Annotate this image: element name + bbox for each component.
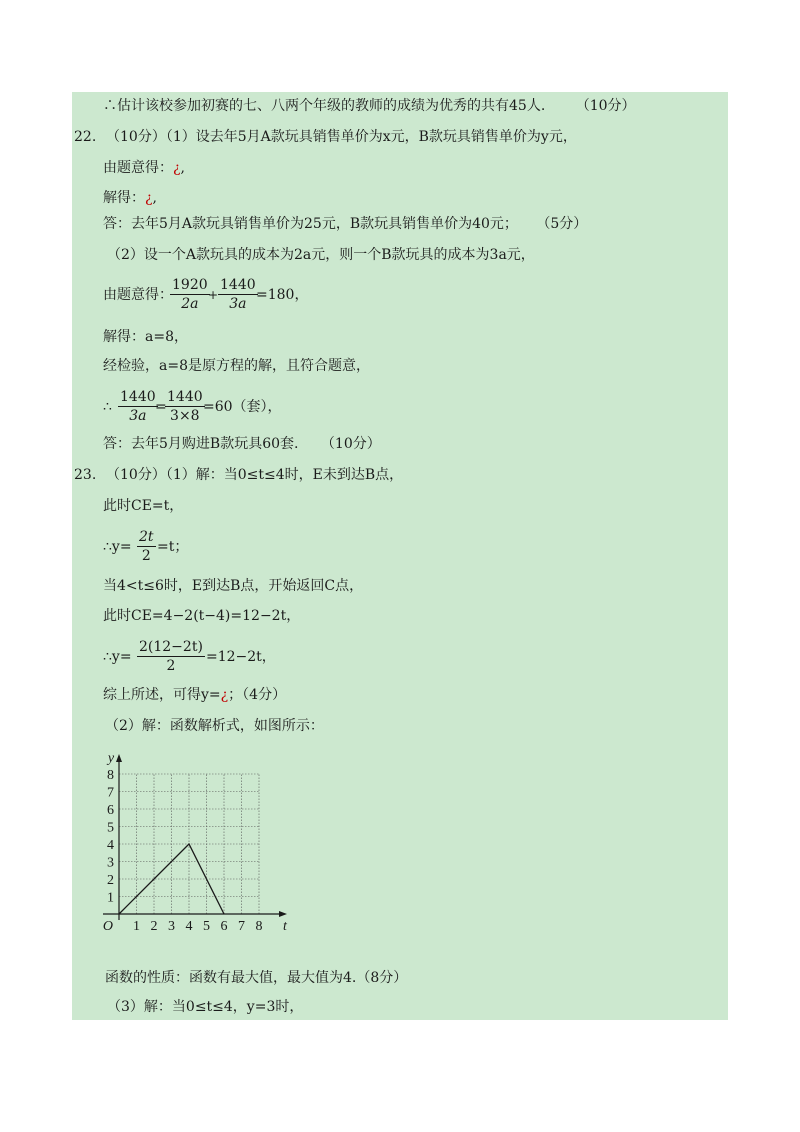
q22-answer-1 [103,214,587,234]
y-tick-label: 2 [107,873,114,888]
q23-y1-rhs: =t； [157,539,189,555]
chart-tick-labels [103,751,288,934]
x-tick-label: 7 [238,919,245,934]
q22-part-2: （2）设一个A款玩具的成本为2a元，则一个B款玩具的成本为3a元， [107,247,535,263]
x-tick-label: 5 [203,919,210,934]
q23-property: 函数的性质：函数有最大值，最大值为4.（8分） [105,970,408,986]
score-label: （10分） [575,98,636,114]
y-tick-label: 3 [107,855,114,871]
x-tick-label: 2 [150,919,158,934]
y-axis-label: y [107,751,115,766]
q22-answer-2 [103,434,381,454]
q22-eq-fraction-2 [218,276,258,313]
q23-part-3: （3）解：当0≤t≤4，y=3时， [107,999,304,1015]
y-tick-label: 5 [107,820,114,836]
x-tick-label: 6 [220,919,228,934]
q23-y1-fraction [137,528,156,565]
q23-summary-text: 综上所述，可得y= [103,687,221,703]
question-23-number: 23. [74,467,97,483]
x-axis-label: t [283,919,287,934]
q22-check: 经检验，a=8是原方程的解，且符合题意， [103,358,370,374]
q22-setup-symbol: ¿ [173,160,181,176]
q23-summary-symbol: ¿ [220,687,229,703]
y-tick-label: 8 [107,768,114,783]
fraction-denominator: 2 [166,658,176,674]
q22-eq-rhs: =180， [256,287,309,303]
q23-summary-score: ；（4分） [228,687,287,703]
fraction-numerator: 1440 [220,277,256,293]
fraction-denominator: 3×8 [170,408,200,424]
chart-axes [103,754,287,920]
q23-y2-fraction [137,638,205,675]
q22-eq-fraction-1 [170,276,210,313]
y-axis-arrow [116,754,122,762]
question-23-intro: （10分）（1）解：当0≤t≤4时，E未到达B点， [106,467,404,483]
q23-y2-rhs: =12−2t， [206,649,276,665]
question-22-intro: （10分）（1）设去年5月A款玩具销售单价为x元，B款玩具销售单价为y元， [106,129,577,145]
q23-part-2: （2）解：函数解析式，如图所示： [105,718,324,734]
conclusion-text: ∴估计该校参加初赛的七、八两个年级的教师的成绩为优秀的共有45人. [103,98,546,114]
q22-calc-fraction-2 [165,388,205,425]
conclusion-line [103,96,636,116]
fraction-denominator: 3a [229,296,247,312]
q22-setup-line: 由题意得：¿, [103,160,185,176]
q22-eq-plus: + [208,288,219,302]
q22-calc-fraction-1 [118,388,158,425]
y-tick-label: 6 [107,803,114,818]
fraction-numerator: 2(12−2t) [139,639,203,655]
q22-answer-1-text: 答：去年5月A款玩具销售单价为25元，B款玩具销售单价为40元； [103,216,518,232]
q23-ce-2: 此时CE=4−2(t−4)=12−2t， [103,608,301,624]
q23-case-2: 当4<t≤6时，E到达B点，开始返回C点， [103,578,364,594]
q22-answer-1-score: （5分） [536,216,588,232]
question-22-number: 22. [74,129,97,145]
q22-solve-2: 解得：a=8， [103,329,188,345]
fraction-numerator: 1440 [120,389,156,405]
q22-calc-rhs: =60（套）， [203,399,282,415]
q22-solve-line: 解得：¿, [103,190,157,206]
x-tick-label: 8 [255,919,263,934]
x-axis-arrow [279,911,287,917]
fraction-numerator: 1920 [172,277,208,293]
q23-y1-prefix: ∴y= [103,539,132,555]
y-tick-label: 4 [107,838,114,853]
q23-summary [103,685,286,705]
x-tick-label: 4 [185,919,193,934]
q23-y2-prefix: ∴y= [103,649,132,665]
q22-answer-2-text: 答：去年5月购进B款玩具60套. [103,436,299,452]
y-tick-label: 7 [107,785,114,801]
q22-solve-label: 解得： [103,190,145,206]
fraction-denominator: 2a [181,296,199,312]
q22-solve-symbol: ¿ [145,190,153,206]
fraction-denominator: 3a [129,408,147,424]
x-tick-label: 1 [133,919,140,934]
y-tick-label: 1 [107,890,114,906]
fraction-numerator: 1440 [167,389,203,405]
fraction-denominator: 2 [141,548,151,564]
origin-label: O [102,919,113,934]
q22-calc-therefore: ∴ [103,399,112,415]
function-graph [95,740,305,940]
x-tick-label: 3 [168,919,175,934]
q22-equation-label: 由题意得： [103,287,173,303]
fraction-numerator: 2t [139,529,154,545]
q22-answer-2-score: （10分） [320,436,381,452]
q22-calc-equals: = [155,399,167,415]
q23-ce-1: 此时CE=t， [103,498,184,514]
q22-setup-label: 由题意得： [103,160,173,176]
